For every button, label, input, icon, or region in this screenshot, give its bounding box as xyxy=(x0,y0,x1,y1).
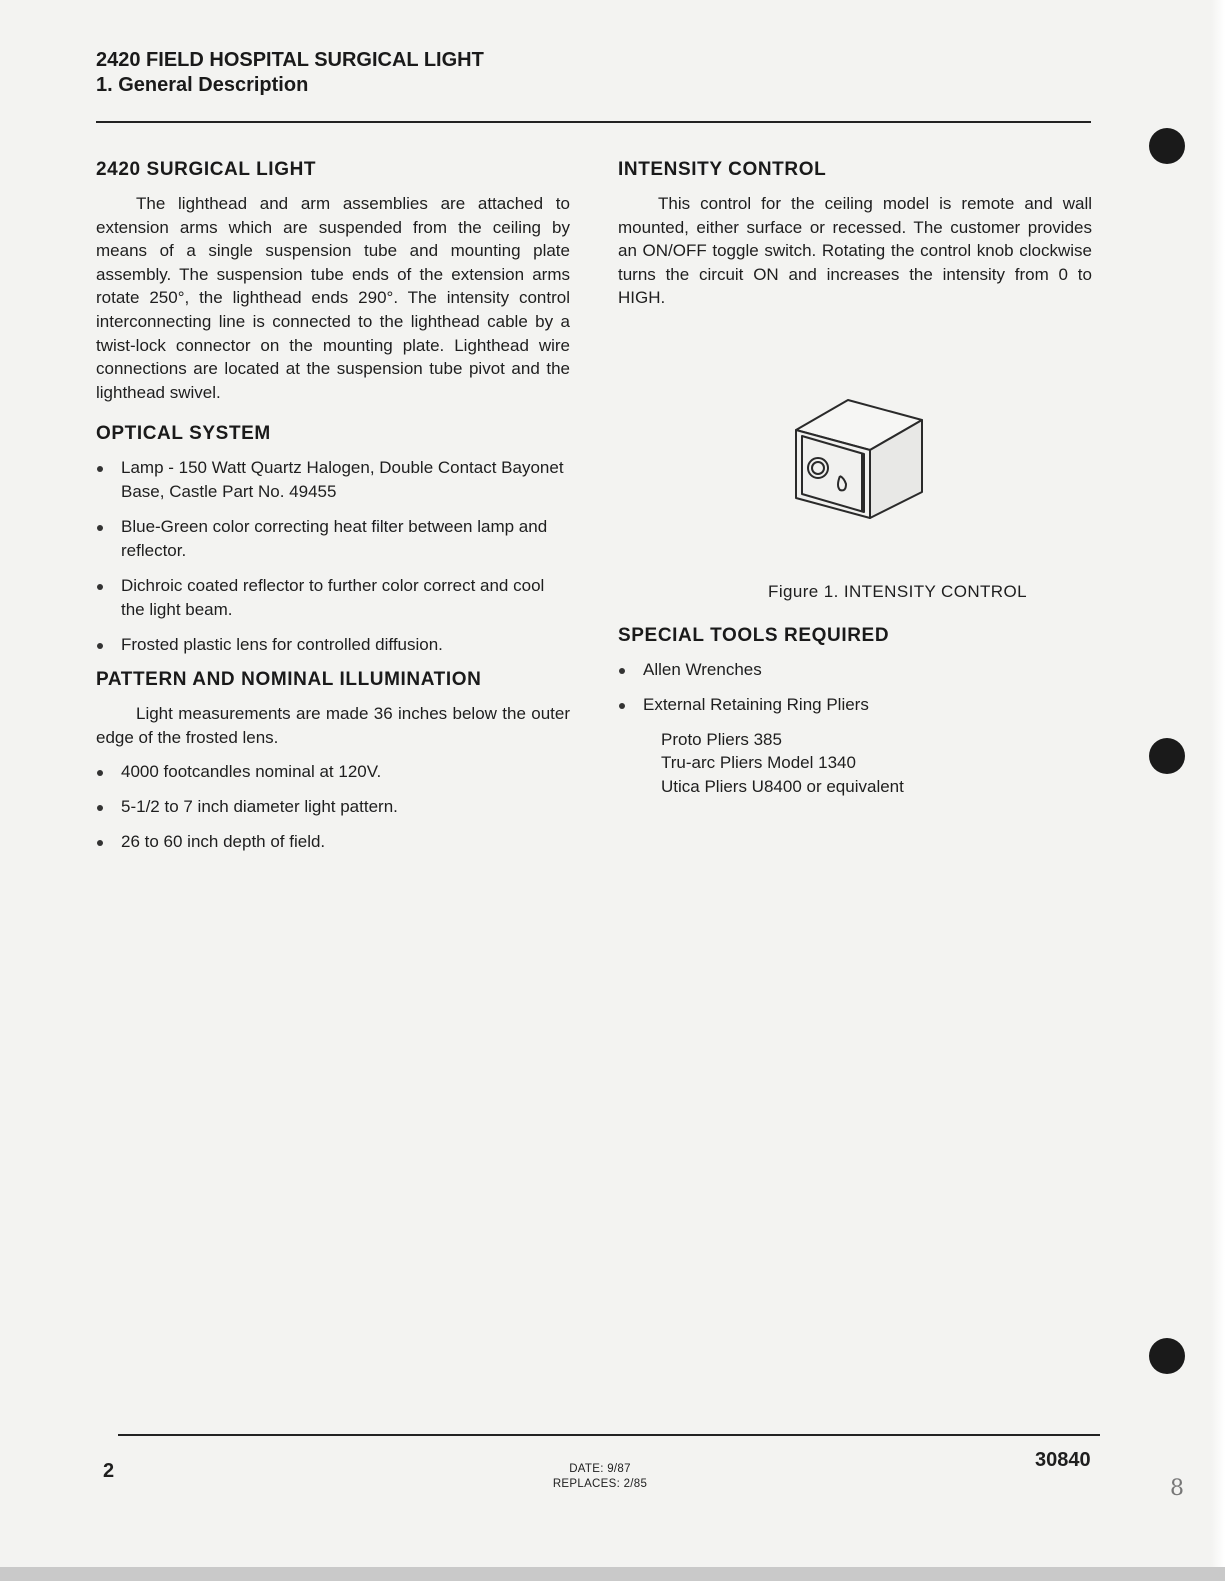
bullet-icon xyxy=(97,466,103,472)
sublist-item: Tru-arc Pliers Model 1340 xyxy=(661,753,856,773)
date-text: DATE: 9/87 xyxy=(569,1463,631,1475)
page-header xyxy=(96,48,484,98)
bullet-icon xyxy=(619,703,625,709)
punch-hole-icon xyxy=(1149,1338,1185,1374)
intensity-control-text: This control for the ceiling model is remote and wall mounted, either surface or recessed. The customer provides an ON/OFF toggle switch. Rotating the control knob clockwise turns the circuit ON and increases the intensity from 0 to HIGH. xyxy=(618,194,1092,308)
list-item: 4000 footcandles nominal at 120V. xyxy=(96,760,570,784)
list-item: Blue-Green color correcting heat filter between lamp and reflector. xyxy=(96,515,570,563)
list-item: Allen Wrenches xyxy=(618,658,1092,682)
pattern-illumination-list xyxy=(96,760,570,854)
optical-system-heading: OPTICAL SYSTEM xyxy=(96,423,271,445)
list-item: External Retaining Ring Pliers xyxy=(618,693,1092,717)
date-block xyxy=(520,1462,680,1492)
document-number: 30840 xyxy=(1035,1449,1091,1471)
bullet-icon xyxy=(97,643,103,649)
right-column xyxy=(618,158,1092,798)
optical-system-list xyxy=(96,456,570,657)
intensity-control-heading: INTENSITY CONTROL xyxy=(618,159,827,180)
surgical-light-text: The lighthead and arm assemblies are attached to extension arms which are suspended from the ceiling by means of a single suspension tube and mounting plate assembly. The suspension tube ends of the extension arms rotate 250°, the lighthead ends 290°. The intensity control interconnecting line is connected to the lighthead cable by a twist-lock connector on the mounting plate. Lighthead wire connections are located at the suspension tube pivot and the lighthead swivel. xyxy=(96,194,570,402)
list-item: Dichroic coated reflector to further color correct and cool the light beam. xyxy=(96,574,570,622)
scan-edge xyxy=(1211,0,1225,1581)
surgical-light-heading: 2420 SURGICAL LIGHT xyxy=(96,159,317,180)
pliers-sublist xyxy=(661,728,1092,799)
left-column xyxy=(96,158,570,865)
intensity-control-section xyxy=(618,158,1092,310)
bullet-icon xyxy=(97,805,103,811)
special-tools-section xyxy=(618,624,1092,799)
bullet-icon xyxy=(97,770,103,776)
header-divider xyxy=(96,121,1091,123)
punch-hole-icon xyxy=(1149,128,1185,164)
scan-bottom-edge xyxy=(0,1567,1225,1581)
figure-intensity-control xyxy=(618,310,1092,550)
page-number: 2 xyxy=(103,1460,115,1482)
punch-hole-icon xyxy=(1149,738,1185,774)
section-title: 1. General Description xyxy=(96,74,309,96)
optical-system-section xyxy=(96,422,570,657)
special-tools-heading: SPECIAL TOOLS REQUIRED xyxy=(618,624,890,646)
pattern-illumination-text: Light measurements are made 36 inches below the outer edge of the frosted lens. xyxy=(96,704,570,747)
bullet-icon xyxy=(97,525,103,531)
surgical-light-section xyxy=(96,158,570,404)
pattern-illumination-section xyxy=(96,668,570,853)
document-title: 2420 FIELD HOSPITAL SURGICAL LIGHT xyxy=(96,49,484,71)
list-item: 5-1/2 to 7 inch diameter light pattern. xyxy=(96,795,570,819)
bullet-icon xyxy=(619,668,625,674)
special-tools-list xyxy=(618,658,1092,717)
intensity-control-box-icon xyxy=(790,398,924,520)
sublist-item: Proto Pliers 385 xyxy=(661,729,782,749)
list-item: 26 to 60 inch depth of field. xyxy=(96,830,570,854)
footer-divider xyxy=(118,1434,1100,1436)
list-item: Lamp - 150 Watt Quartz Halogen, Double Contact Bayonet Base, Castle Part No. 49455 xyxy=(96,456,570,504)
list-item: Frosted plastic lens for controlled diffusion. xyxy=(96,633,570,657)
bullet-icon xyxy=(97,584,103,590)
bullet-icon xyxy=(97,840,103,846)
replaces-text: REPLACES: 2/85 xyxy=(552,1478,648,1490)
sublist-item: Utica Pliers U8400 or equivalent xyxy=(661,776,904,796)
pattern-illumination-heading: PATTERN AND NOMINAL ILLUMINATION xyxy=(96,669,482,691)
handwritten-mark: 8 xyxy=(1170,1476,1184,1501)
figure-caption: Figure 1. INTENSITY CONTROL xyxy=(768,581,1027,601)
